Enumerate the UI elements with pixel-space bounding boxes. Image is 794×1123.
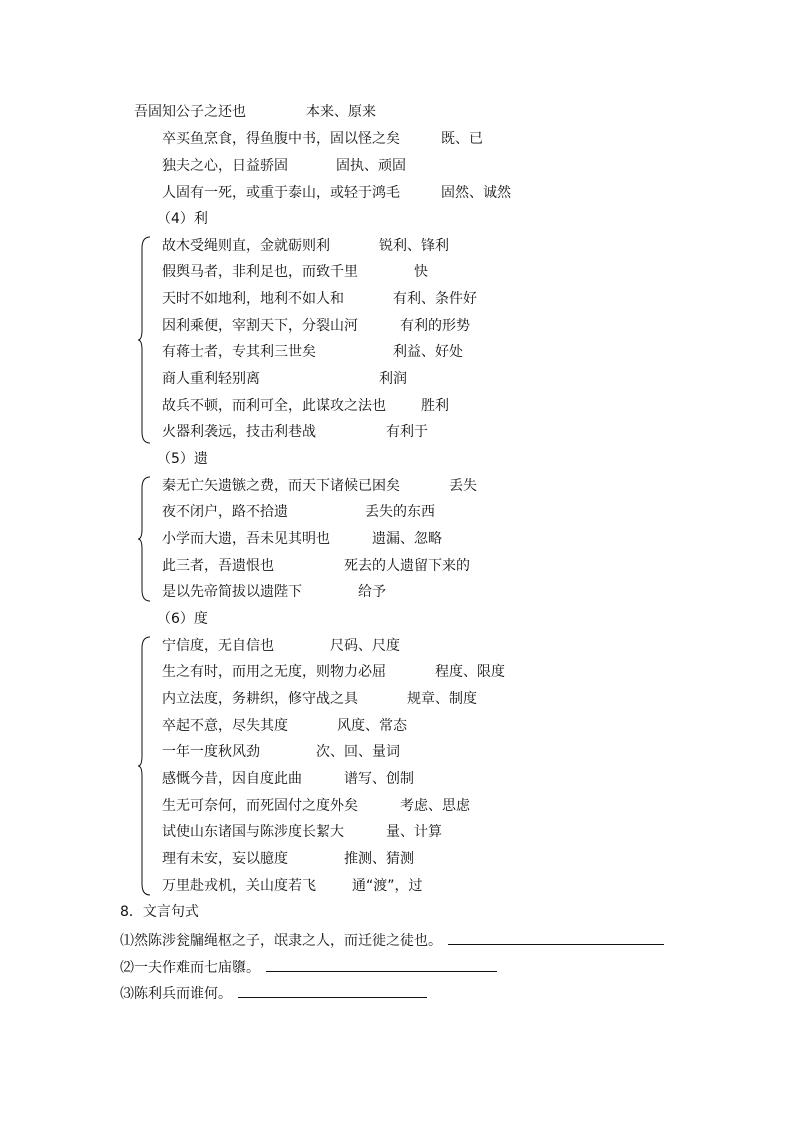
du-item-text: 内立法度，务耕织，修守战之具 [162,691,358,707]
du-item-meaning: 量、计算 [386,824,442,840]
li-item-meaning: 胜利 [421,398,449,414]
section-heading-li: （4）利 [157,211,208,227]
li-item-text: 假舆马者，非利足也，而致千里 [162,264,358,280]
du-item-text: 试使山东诸国与陈涉度长絜大 [162,824,344,840]
question-text: ⑴然陈涉瓮牖绳枢之子，氓隶之人，而迁徙之徒也。 [120,933,442,949]
du-item-meaning: 推测、猜测 [344,851,414,867]
yi-item-meaning: 给予 [358,584,386,600]
yi-item-text: 秦无亡矢遗镞之费，而天下诸候已困矣 [162,478,400,494]
du-item-text: 生之有时，而用之无度，则物力必屈 [162,664,386,680]
gu-item-meaning: 本来、原来 [306,104,376,120]
li-item-text: 因利乘便，宰割天下，分裂山河 [162,318,358,334]
gu-item-text: 独夫之心，日益骄固 [162,158,288,174]
li-item-text: 故木受绳则直，金就砺则利 [162,238,330,254]
du-item-text: 感慨今昔，因自度此曲 [162,771,302,787]
section-heading-yi: （5）遗 [157,451,208,467]
du-item-meaning: 程度、限度 [435,664,505,680]
yi-item-meaning: 死去的人遗留下来的 [344,558,470,574]
gu-item-text: 人固有一死，或重于泰山，或轻于鸿毛 [162,185,400,201]
question-1 [120,930,664,950]
yi-item-meaning: 丢失 [449,478,477,494]
answer-blank-3[interactable] [238,983,427,998]
question-2 [120,957,497,977]
gu-item-meaning: 固执、顽固 [336,158,406,174]
li-item-meaning: 有利、条件好 [393,291,477,307]
li-item-text: 故兵不顿，而利可全，此谋攻之法也 [162,398,386,414]
section-heading-du: （6）度 [157,611,208,627]
du-item-text: 理有未安，妄以臆度 [162,851,288,867]
du-item-meaning: 次、回、量词 [316,744,400,760]
section8-title: 8．文言句式 [120,904,199,920]
du-item-meaning: 尺码、尺度 [330,638,400,654]
brace-li [138,236,152,444]
gu-item-text: 吾固知公子之还也 [134,104,246,120]
question-text: ⑵一夫作难而七庙隳。 [120,960,260,976]
du-item-text: 一年一度秋风劲 [162,744,260,760]
du-item-meaning: 规章、制度 [407,691,477,707]
brace-yi [138,476,152,602]
yi-item-meaning: 丢失的东西 [365,504,435,520]
du-item-text: 卒起不意，尽失其度 [162,718,288,734]
yi-item-text: 夜不闭户，路不拾遗 [162,504,288,520]
answer-blank-2[interactable] [266,957,497,972]
answer-blank-1[interactable] [448,930,664,945]
gu-item-text: 卒买鱼烹食，得鱼腹中书，固以怪之矣 [162,131,400,147]
li-item-meaning: 利益、好处 [393,344,463,360]
li-item-meaning: 锐利、锋利 [379,238,449,254]
yi-item-meaning: 遗漏、忽略 [372,531,442,547]
du-item-text: 生无可奈何，而死固付之度外矣 [162,798,358,814]
gu-item-meaning: 既、已 [441,131,483,147]
yi-item-text: 是以先帝简拔以遗陛下 [162,584,302,600]
li-item-text: 天时不如地利，地利不如人和 [162,291,344,307]
li-item-meaning: 利润 [379,371,407,387]
li-item-text: 商人重利轻别离 [162,371,260,387]
du-item-meaning: 谱写、创制 [344,771,414,787]
li-item-meaning: 有利于 [386,424,428,440]
du-item-text: 万里赴戎机，关山度若飞 [162,878,316,894]
du-item-text: 宁信度，无自信也 [162,638,274,654]
question-3 [120,983,427,1003]
li-item-meaning: 快 [414,264,428,280]
yi-item-text: 此三者，吾遗恨也 [162,558,274,574]
li-item-text: 火器利袭远，技击利巷战 [162,424,316,440]
brace-du [138,636,152,896]
du-item-meaning: 风度、常态 [337,718,407,734]
du-item-meaning: 通“渡”，过 [352,878,423,894]
gu-item-meaning: 固然、诚然 [441,185,511,201]
li-item-meaning: 有利的形势 [400,318,470,334]
question-text: ⑶陈利兵而谁何。 [120,986,232,1002]
du-item-meaning: 考虑、思虑 [400,798,470,814]
li-item-text: 有蒋士者，专其利三世矣 [162,344,316,360]
yi-item-text: 小学而大遗，吾未见其明也 [162,531,330,547]
